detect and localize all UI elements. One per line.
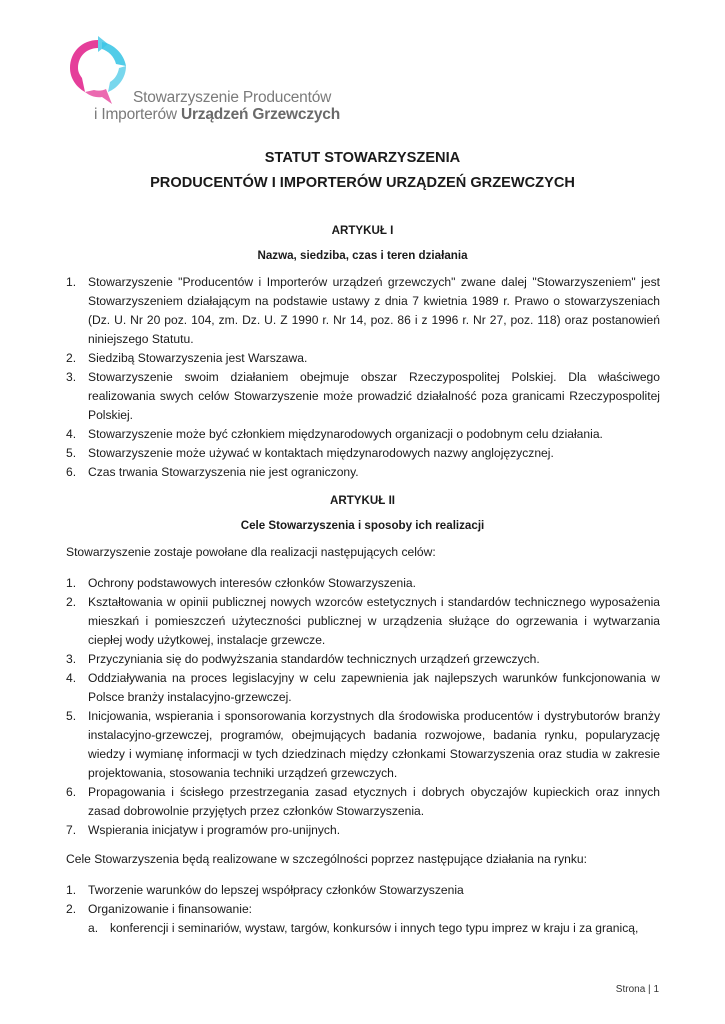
list-item xyxy=(66,368,660,425)
list-item xyxy=(66,881,660,900)
page-footer xyxy=(616,984,659,995)
footer-page-number: 1 xyxy=(653,984,659,995)
list-item xyxy=(66,821,660,840)
list-number: 1. xyxy=(66,275,77,289)
list-number: 2. xyxy=(66,351,77,365)
list-item xyxy=(66,273,660,349)
list-text: Przyczyniania się do podwyższania standardów technicznych urządzeń grzewczych. xyxy=(88,652,540,666)
list-item xyxy=(66,463,660,482)
list-text: Inicjowania, wspierania i sponsorowania korzystnych dla środowiska producentów i dystrybutorów branży instalacyjno-grzewczej, programów, obejmujących badania rozwojowe, badania rynku, popularyzację wiedzy i wymianę informacji w tych dziedzinach między członkami Stowarzyszenia oraz studia w zakresie projektowania, stosowania techniki urządzeń grzewczych. xyxy=(88,709,660,780)
list-text: konferencji i seminariów, wystaw, targów, konkursów i innych tego typu imprez w kraju i za granicą, xyxy=(110,921,639,935)
list-item xyxy=(66,707,660,783)
list-item xyxy=(66,349,660,368)
article-2-heading: ARTYKUŁ II xyxy=(329,494,396,507)
logo-line-2-prefix: i Importerów xyxy=(94,106,181,123)
list-number: 2. xyxy=(66,595,77,609)
list-text: Stowarzyszenie "Producentów i Importerów urządzeń grzewczych" zwane dalej "Stowarzyszeniem" jest Stowarzyszeniem działającym na podstawie ustawy z dnia 7 kwietnia 1989 r. Prawo o stowarzyszeniach (Dz. U. Nr 20 poz. 104, zm. Dz. U. Z 1990 r. Nr 14, poz. 86 i z 1996 r. Nr 27, poz. 118) oraz postanowień niniejszego Statutu. xyxy=(88,275,660,346)
list-text: Wspierania inicjatyw i programów pro-unijnych. xyxy=(88,823,341,837)
list-text: Siedzibą Stowarzyszenia jest Warszawa. xyxy=(88,351,308,365)
list-number: 2. xyxy=(66,902,77,916)
logo-line-2-bold: Urządzeń Grzewczych xyxy=(180,106,340,123)
list-text: Oddziaływania na proces legislacyjny w celu zapewnienia jak najlepszych warunków funkcjonowania w Polsce branży instalacyjno-grzewczej. xyxy=(88,671,660,704)
list-text: Kształtowania w opinii publicznej nowych wzorców estetycznych i standardów technicznego wyposażenia mieszkań i pomieszczeń użyteczności publicznej w urządzenia służące do ogrzewania i wytwarzania ciepłej wody użytkowej, instalacje grzewcze. xyxy=(88,595,660,647)
list-text: Stowarzyszenie może używać w kontaktach międzynarodowych nazwy anglojęzycznej. xyxy=(88,446,554,460)
list-number: 6. xyxy=(66,785,77,799)
list-number: 5. xyxy=(66,446,77,460)
article-1-list xyxy=(66,273,660,482)
list-item xyxy=(66,650,660,669)
list-number: 6. xyxy=(66,465,77,479)
list-number: 4. xyxy=(66,427,77,441)
list-text: Czas trwania Stowarzyszenia nie jest ograniczony. xyxy=(88,465,359,479)
sub-list-item xyxy=(88,919,660,938)
association-logo xyxy=(62,34,340,124)
list-number: 5. xyxy=(66,709,77,723)
list-item xyxy=(66,783,660,821)
logo-swirl-icon xyxy=(62,34,134,106)
list-text: Organizowanie i finansowanie: xyxy=(88,902,253,916)
list-number: 4. xyxy=(66,671,77,685)
article-2-actions-list xyxy=(66,881,660,938)
list-item xyxy=(66,669,660,707)
document-title-line-1: STATUT STOWARZYSZENIA xyxy=(264,150,461,166)
list-text: Tworzenie warunków do lepszej współpracy członków Stowarzyszenia xyxy=(88,883,464,897)
list-item xyxy=(66,593,660,650)
list-text: Stowarzyszenie może być członkiem międzynarodowych organizacji o podobnym celu działania. xyxy=(88,427,603,441)
article-1-heading: ARTYKUŁ I xyxy=(331,224,394,237)
logo-line-1: Stowarzyszenie Producentów xyxy=(133,89,332,106)
footer-label: Strona xyxy=(615,984,646,995)
list-number: 1. xyxy=(66,883,77,897)
article-2-intro-2: Cele Stowarzyszenia będą realizowane w szczególności poprzez następujące działania na rynku: xyxy=(66,852,587,866)
list-text: Stowarzyszenie swoim działaniem obejmuje obszar Rzeczypospolitej Polskiej. Dla właściwego realizowania swych celów Stowarzyszenie może prowadzić działalność poza granicami Rzeczypospolitej Polskiej. xyxy=(88,370,660,422)
list-number: 3. xyxy=(66,652,77,666)
document-title-line-2: PRODUCENTÓW I IMPORTERÓW URZĄDZEŃ GRZEWCZYCH xyxy=(150,175,575,191)
list-item xyxy=(66,900,660,938)
list-number: 1. xyxy=(66,576,77,590)
list-text: Propagowania i ścisłego przestrzegania zasad etycznych i dobrych obyczajów kupieckich oraz innych zasad dobrowolnie przyjętych przez członków Stowarzyszenia. xyxy=(88,785,660,818)
article-2-sub-list xyxy=(88,919,660,938)
article-1-subheading: Nazwa, siedziba, czas i teren działania xyxy=(257,249,468,262)
logo-line-2 xyxy=(94,106,340,124)
list-item xyxy=(66,574,660,593)
list-item xyxy=(66,444,660,463)
list-number: 7. xyxy=(66,823,77,837)
article-2-goals-list xyxy=(66,574,660,840)
article-2-subheading: Cele Stowarzyszenia i sposoby ich realizacji xyxy=(240,519,485,532)
footer-separator: | xyxy=(648,984,651,995)
list-item xyxy=(66,425,660,444)
article-2-intro: Stowarzyszenie zostaje powołane dla realizacji następujących celów: xyxy=(66,545,436,559)
list-number: a. xyxy=(88,921,99,935)
list-text: Ochrony podstawowych interesów członków Stowarzyszenia. xyxy=(88,576,417,590)
list-number: 3. xyxy=(66,370,77,384)
